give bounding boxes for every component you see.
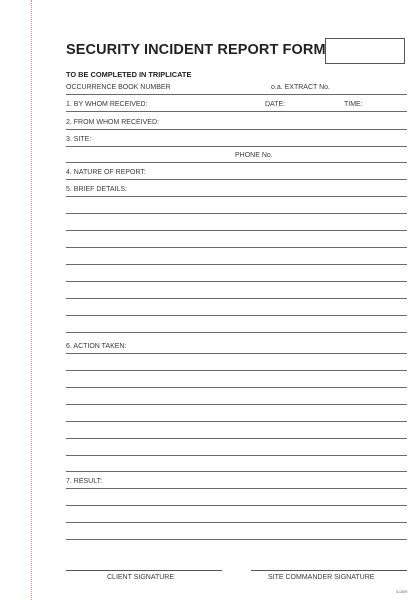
reference-number-box[interactable] bbox=[325, 38, 405, 64]
result-line[interactable] bbox=[66, 539, 407, 540]
nature-of-report-line[interactable] bbox=[66, 179, 407, 180]
result-line[interactable] bbox=[66, 522, 407, 523]
result-line[interactable] bbox=[66, 488, 407, 489]
from-whom-received-line[interactable] bbox=[66, 129, 407, 130]
action-taken-line[interactable] bbox=[66, 421, 407, 422]
site-line[interactable] bbox=[66, 146, 407, 147]
form-title: SECURITY INCIDENT REPORT FORM bbox=[66, 42, 326, 58]
action-taken-line[interactable] bbox=[66, 353, 407, 354]
action-taken-line[interactable] bbox=[66, 387, 407, 388]
client-signature-label: CLIENT SIGNATURE bbox=[107, 574, 175, 581]
nature-of-report-label: 4. NATURE OF REPORT: bbox=[66, 169, 146, 176]
client-signature-line[interactable] bbox=[66, 570, 222, 571]
ob-number-line[interactable] bbox=[66, 94, 407, 95]
action-taken-line[interactable] bbox=[66, 471, 407, 472]
action-taken-line[interactable] bbox=[66, 370, 407, 371]
brief-details-line[interactable] bbox=[66, 230, 407, 231]
action-taken-line[interactable] bbox=[66, 438, 407, 439]
form-subtitle: TO BE COMPLETED IN TRIPLICATE bbox=[66, 70, 192, 79]
brief-details-line[interactable] bbox=[66, 196, 407, 197]
action-taken-label: 6. ACTION TAKEN: bbox=[66, 343, 127, 350]
extract-no-label: o.a. EXTRACT No. bbox=[271, 84, 331, 91]
form-code: S-0209 bbox=[396, 590, 408, 594]
brief-details-line[interactable] bbox=[66, 298, 407, 299]
brief-details-line[interactable] bbox=[66, 315, 407, 316]
brief-details-line[interactable] bbox=[66, 332, 407, 333]
from-whom-received-label: 2. FROM WHOM RECEIVED: bbox=[66, 119, 159, 126]
time-label: TIME: bbox=[344, 101, 363, 108]
brief-details-label: 5. BRIEF DETAILS: bbox=[66, 186, 127, 193]
phone-label: PHONE No. bbox=[235, 152, 273, 159]
action-taken-line[interactable] bbox=[66, 455, 407, 456]
brief-details-line[interactable] bbox=[66, 264, 407, 265]
by-whom-received-line[interactable] bbox=[66, 111, 407, 112]
date-label: DATE: bbox=[265, 101, 286, 108]
site-label: 3. SITE: bbox=[66, 136, 92, 143]
brief-details-line[interactable] bbox=[66, 213, 407, 214]
result-label: 7. RESULT: bbox=[66, 478, 103, 485]
brief-details-line[interactable] bbox=[66, 281, 407, 282]
by-whom-received-label: 1. BY WHOM RECEIVED: bbox=[66, 101, 148, 108]
action-taken-line[interactable] bbox=[66, 404, 407, 405]
site-commander-signature-line[interactable] bbox=[251, 570, 407, 571]
perforation-line bbox=[31, 0, 32, 600]
result-line[interactable] bbox=[66, 505, 407, 506]
ob-number-label: OCCURRENCE BOOK NUMBER bbox=[66, 84, 171, 91]
phone-line[interactable] bbox=[66, 162, 407, 163]
site-commander-signature-label: SITE COMMANDER SIGNATURE bbox=[268, 574, 375, 581]
brief-details-line[interactable] bbox=[66, 247, 407, 248]
